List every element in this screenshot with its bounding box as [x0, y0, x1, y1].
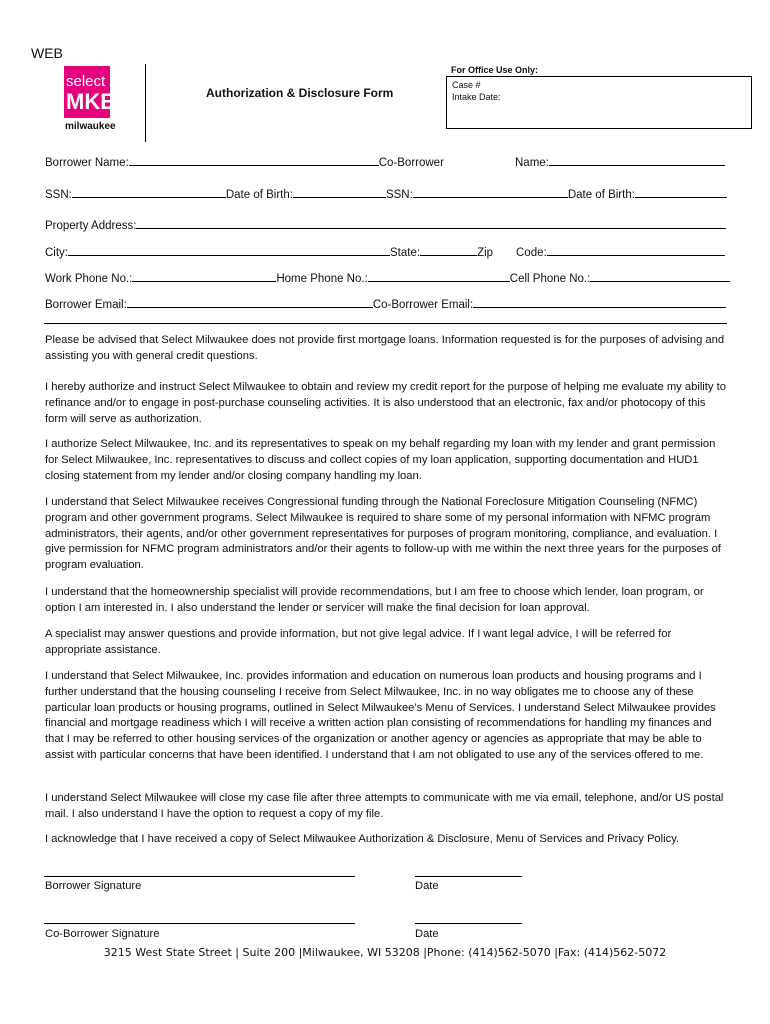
co-borrower-name-label: Name: — [515, 157, 549, 169]
state-label: State: — [390, 247, 421, 259]
paragraph-nfmc: I understand that Select Milwaukee receives Congressional funding through the National Foreclosure Mitigation Counseling (NFMC) program and other government programs. Select Milwaukee is required to share some of my personal information with NFMC program administrators, their agents, and/or other government representatives for purposes of program monitoring, compliance, and evaluation. I give permission for NFMC program administrators and/or their agents to follow-up with me within the next three years for the purposes of program evaluation. — [45, 496, 721, 572]
home-phone-field[interactable] — [368, 270, 510, 282]
logo-text-select: select — [66, 73, 106, 90]
paragraph-credit-report: I hereby authorize and instruct Select Milwaukee to obtain and review my credit report for the purpose of helping me evaluate my ability to refinance and/or to engage in post-purchase counseling activities. It is also understood that an electronic, fax and/or photocopy of this form will serve as authorization. — [45, 381, 726, 425]
borrower-name-label: Borrower Name: — [45, 157, 129, 169]
logo-text-milwaukee: milwaukee — [65, 121, 116, 132]
co-borrower-dob-label: Date of Birth: — [567, 189, 635, 201]
home-phone-label: Home Phone No.: — [276, 273, 368, 285]
paragraph-case-file: I understand Select Milwaukee will close my case file after three attempts to communicate with me via email, telephone, and/or US postal mail. I also understand I have the option to request a copy of my file. — [45, 792, 724, 820]
co-borrower-date-line[interactable] — [415, 923, 522, 924]
property-address-row — [45, 217, 726, 232]
ssn-dob-row — [45, 186, 727, 201]
borrower-date-label: Date — [415, 880, 439, 892]
borrower-email-label: Borrower Email: — [45, 299, 127, 311]
property-address-field[interactable] — [136, 217, 726, 229]
office-use-box — [446, 64, 752, 130]
form-title: Authorization & Disclosure Form — [206, 86, 394, 100]
cell-phone-label: Cell Phone No.: — [509, 273, 591, 285]
co-borrower-ssn-label: SSN: — [385, 189, 413, 201]
borrower-dob-label: Date of Birth: — [225, 189, 293, 201]
logo-text-mke: MKE — [66, 89, 115, 114]
zip-code-label: Code: — [516, 247, 547, 259]
co-borrower-signature-label: Co-Borrower Signature — [45, 928, 160, 940]
work-phone-label: Work Phone No.: — [45, 273, 133, 285]
property-address-label: Property Address: — [45, 220, 137, 232]
co-borrower-ssn-field[interactable] — [413, 186, 568, 198]
select-milwaukee-logo — [64, 66, 116, 132]
borrower-ssn-field[interactable] — [72, 186, 226, 198]
web-label: WEB — [31, 45, 63, 61]
header-divider — [145, 64, 146, 142]
borrower-ssn-label: SSN: — [45, 189, 72, 201]
paragraph-first-mortgage: Please be advised that Select Milwaukee does not provide first mortgage loans. Information requested is for the purposes of advising and assisting you with general credit questions. — [45, 334, 725, 362]
work-phone-field[interactable] — [132, 270, 276, 282]
co-borrower-name-field[interactable] — [549, 154, 725, 166]
borrower-signature-label: Borrower Signature — [45, 880, 142, 892]
office-use-heading: For Office Use Only: — [446, 64, 752, 77]
paragraph-lender-authorization: I authorize Select Milwaukee, Inc. and its representatives to speak on my behalf regarding my loan with my lender and grant permission for Select Milwaukee, Inc. representatives to discuss and collect copies of my loan application, supporting documentation and HUD1 closing statement from my lender and/or closing company handling my loan. — [45, 438, 716, 482]
intake-date-label: Intake Date: — [452, 92, 501, 102]
city-state-row — [45, 244, 493, 259]
borrower-signature-line[interactable] — [44, 876, 355, 877]
borrower-name-row — [45, 154, 444, 169]
borrower-date-line[interactable] — [415, 876, 522, 877]
footer-address: 3215 West State Street | Suite 200 |Milwaukee, WI 53208 |Phone: (414)562-5070 |Fax: (414)562-5072 — [103, 946, 667, 959]
zip-code-field[interactable] — [547, 244, 725, 256]
state-field[interactable] — [420, 244, 477, 256]
borrower-name-field[interactable] — [129, 154, 379, 166]
zip-label: Zip — [477, 247, 494, 259]
co-borrower-email-field[interactable] — [473, 296, 726, 308]
paragraph-housing-programs: I understand that Select Milwaukee, Inc. provides information and education on numerous loan products and housing programs and I further understand that the housing counseling I receive from Select Milwaukee, Inc. in no way obligates me to choose any of these particular loan products or housing programs, outlined in Select Milwaukee’s Menu of Services. I understand Select Milwaukee provides financial and mortgage readiness which I will receive a written action plan consisting of recommendations for handling my finances and that I may be referred to other housing services of the organization or another agency or agencies as appropriate that may be able to assist with particular concerns that have been identified. I understand that I am not obligated to use any of the services offered to me. — [45, 670, 716, 761]
borrower-dob-field[interactable] — [293, 186, 386, 198]
co-borrower-label: Co-Borrower — [378, 157, 444, 169]
cell-phone-field[interactable] — [590, 270, 730, 282]
co-borrower-date-label: Date — [415, 928, 439, 940]
co-borrower-signature-line[interactable] — [44, 923, 355, 924]
zip-code-row — [516, 244, 725, 259]
office-use-body — [446, 77, 752, 129]
section-divider — [44, 323, 727, 324]
co-borrower-email-label: Co-Borrower Email: — [372, 299, 474, 311]
phone-row — [45, 270, 730, 285]
email-row — [45, 296, 726, 311]
case-number-label: Case # — [452, 80, 481, 90]
paragraph-recommendations: I understand that the homeownership specialist will provide recommendations, but I am free to choose which lender, loan program, or option I am interested in. I also understand the lender or servicer will make the final decision for loan approval. — [45, 586, 704, 614]
paragraph-acknowledgement: I acknowledge that I have received a copy of Select Milwaukee Authorization & Disclosure, Menu of Services and Privacy Policy. — [45, 833, 680, 845]
co-borrower-name-row — [515, 154, 725, 169]
paragraph-legal-advice: A specialist may answer questions and provide information, but not give legal advice. If I want legal advice, I will be referred for appropriate assistance. — [45, 628, 672, 656]
city-field[interactable] — [68, 244, 390, 256]
city-label: City: — [45, 247, 68, 259]
co-borrower-dob-field[interactable] — [635, 186, 727, 198]
borrower-email-field[interactable] — [127, 296, 373, 308]
